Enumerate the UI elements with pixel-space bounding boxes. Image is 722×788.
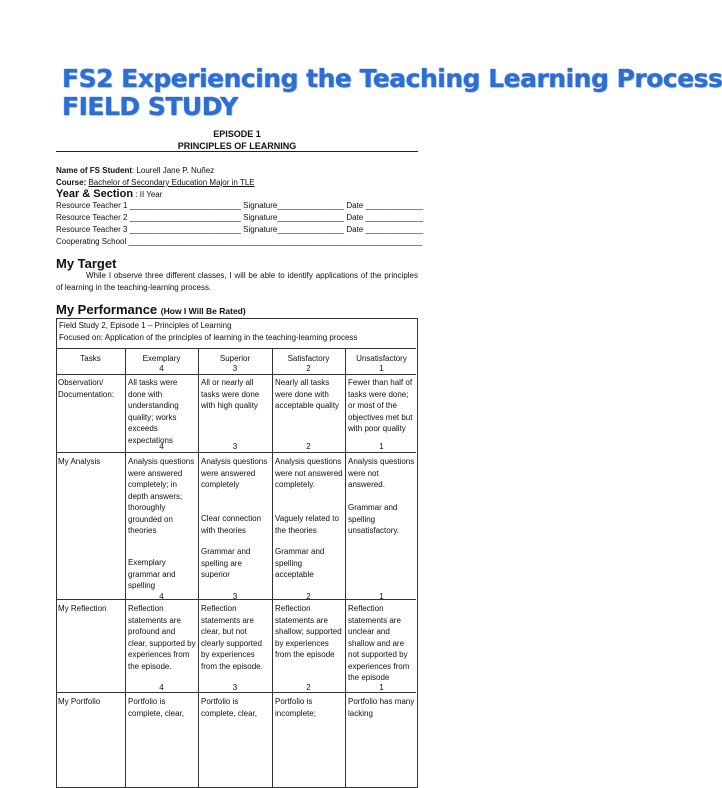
- resource-teacher-2: Resource Teacher 2 _________________________ Signature_______________ Date _____________: [56, 213, 424, 222]
- row-score: 4: [159, 592, 164, 601]
- rubric-col-divider: [272, 348, 273, 788]
- row-score: 3: [232, 442, 238, 451]
- rubric-header-satisfactory: Satisfactory: [287, 354, 330, 363]
- rubric-header-tasks: Tasks: [80, 354, 101, 363]
- row-score: 3: [232, 592, 238, 601]
- criteria-extra: Exemplary grammar and spelling: [128, 558, 176, 590]
- criteria-cell: Analysis questions were not answered.: [348, 457, 415, 489]
- row-score: 2: [306, 683, 311, 692]
- row-score: 1: [379, 592, 384, 601]
- rubric-line-1: Field Study 2, Episode 1 – Principles of Learning: [59, 321, 232, 330]
- criteria-extra: Grammar and spelling acceptable: [275, 547, 325, 579]
- score-satisfactory: 2: [306, 364, 311, 373]
- header-divider: [56, 151, 418, 152]
- rubric-col-divider: [198, 348, 199, 788]
- criteria-extra: Grammar and spelling are superior: [201, 547, 251, 579]
- criteria-cell: Fewer than half of tasks were done; or most of the objectives met but with poor quality: [348, 378, 413, 433]
- year-label: Year & Section: [56, 188, 134, 200]
- criteria-cell: Reflection statements are shallow; supported by experiences from the episode: [275, 604, 342, 659]
- criteria-cell: Analysis questions were not answered completely.: [275, 457, 343, 489]
- performance-subheading: (How I Will Be Rated): [160, 306, 246, 316]
- criteria-extra: Vaguely related to the theories: [275, 514, 339, 535]
- row-score: 4: [159, 683, 164, 692]
- cooperating-school: Cooperating School __________________________________________________________________: [56, 237, 423, 246]
- score-superior: 3: [232, 364, 238, 373]
- score-exemplary: 4: [159, 364, 164, 373]
- rubric-line-2: Focused on: Application of the principles of learning in the teaching-learning process: [59, 333, 358, 342]
- criteria-cell: Reflection statements are clear, but not clearly supported by experiences from the episode.: [201, 604, 263, 671]
- episode-title: PRINCIPLES OF LEARNING: [177, 141, 297, 151]
- criteria-cell: Portfolio is complete, clear,: [128, 697, 185, 718]
- criteria-extra: Clear connection with theories: [201, 514, 262, 535]
- rubric-header-superior: Superior: [219, 354, 251, 363]
- criteria-cell: Portfolio has many lacking: [348, 697, 415, 718]
- resource-teacher-1: Resource Teacher 1 _________________________ Signature_______________ Date _____________: [56, 201, 424, 210]
- row-score: 2: [306, 442, 311, 451]
- criteria-cell: Analysis questions were answered completely; in depth answers; thoroughly grounded on theories: [128, 457, 195, 535]
- rubric-col-divider: [345, 348, 346, 788]
- target-heading: My Target: [56, 256, 117, 271]
- performance-heading: My Performance (How I Will Be Rated): [56, 302, 246, 317]
- row-score: 1: [379, 683, 384, 692]
- document-title: FS2 Experiencing the Teaching Learning Process: [62, 64, 722, 93]
- resource-teacher-3: Resource Teacher 3 _________________________ Signature_______________ Date _____________: [56, 225, 424, 234]
- row-score: 4: [159, 442, 164, 451]
- task-reflection: My Reflection: [58, 604, 107, 613]
- criteria-cell: Reflection statements are unclear and shallow and are not supported by experiences from the episode: [348, 604, 410, 682]
- task-portfolio: My Portfolio: [58, 697, 101, 706]
- criteria-cell: All or nearly all tasks were done with high quality: [201, 378, 260, 410]
- criteria-cell: Nearly all tasks were done with acceptable quality: [275, 378, 340, 410]
- rubric-divider: [56, 348, 416, 349]
- course-label: Course: [56, 178, 84, 187]
- row-score: 1: [379, 442, 384, 451]
- course-line: Course: Bachelor of Secondary Education Major in TLE: [56, 178, 255, 187]
- rubric-col-divider: [125, 348, 126, 788]
- criteria-cell: Reflection statements are profound and clear, supported by experiences from the episode.: [128, 604, 196, 671]
- criteria-cell: Analysis questions were answered completely: [201, 457, 268, 489]
- target-text: While I observe three different classes, I will be able to identify applications of the principles of learning in the teaching-learning process.: [56, 271, 418, 292]
- episode-number: EPISODE 1: [213, 129, 261, 139]
- student-name-line: [56, 166, 214, 175]
- row-score: 3: [232, 683, 238, 692]
- year-value: : II Year: [135, 190, 163, 199]
- task-observation: Observation/ Documentation:: [58, 378, 115, 399]
- criteria-cell: Portfolio is complete, clear,: [201, 697, 258, 718]
- student-name-value: : Lourell Jane P. Nuñez: [132, 166, 215, 175]
- student-name-label: Name of FS Student: [56, 166, 133, 175]
- criteria-cell: Portfolio is incomplete;: [275, 697, 316, 718]
- criteria-extra: Grammar and spelling unsatisfactory.: [348, 503, 399, 535]
- course-value: Bachelor of Secondary Education Major in TLE: [88, 178, 255, 187]
- rubric-header-exemplary: Exemplary: [142, 354, 181, 363]
- year-line: [56, 188, 162, 200]
- document-subtitle: FIELD STUDY: [62, 92, 238, 121]
- row-score: 2: [306, 592, 311, 601]
- score-unsatisfactory: 1: [379, 364, 384, 373]
- criteria-cell: All tasks were done with understanding quality; works exceeds expectations: [128, 378, 179, 445]
- task-analysis: My Analysis: [58, 457, 101, 466]
- rubric-header-unsatisfactory: Unsatisfactory: [356, 354, 407, 363]
